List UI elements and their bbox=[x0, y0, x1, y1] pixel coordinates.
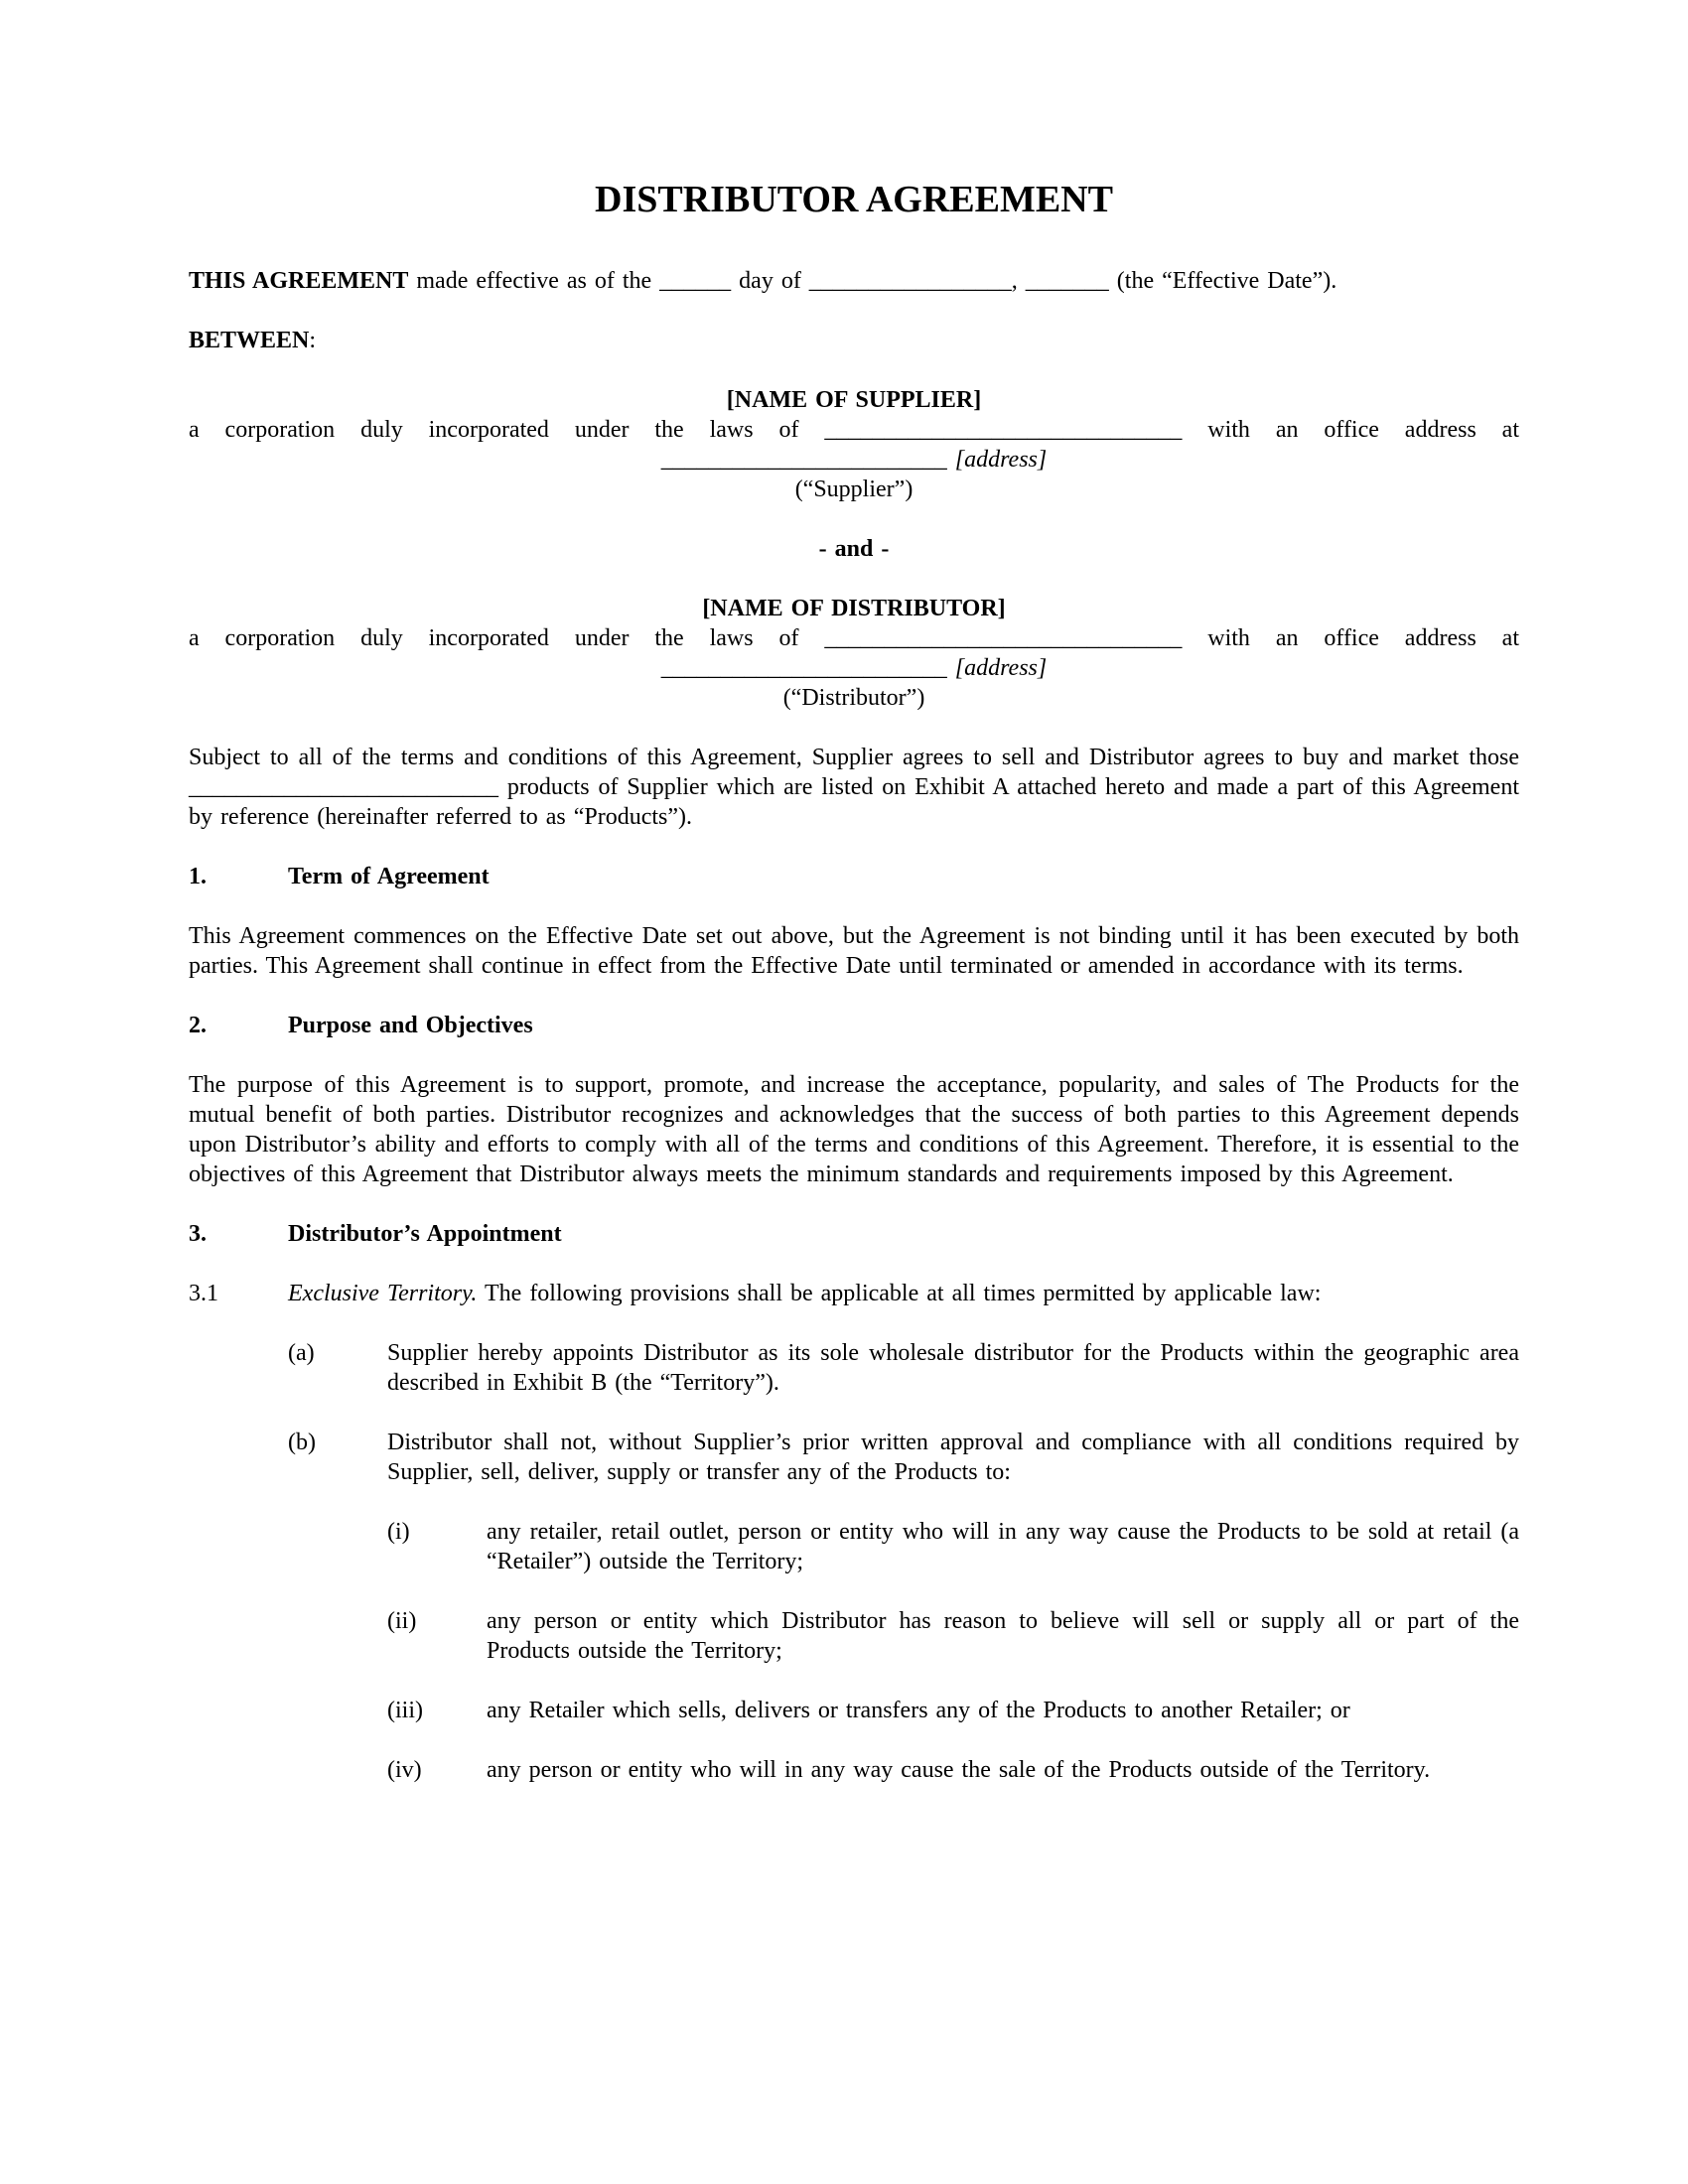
distributor-block bbox=[189, 594, 1519, 713]
clause-3-1-text bbox=[288, 1279, 1519, 1308]
clause-3-1 bbox=[189, 1279, 1519, 1308]
subitem-ii-text: any person or entity which Distributor has reason to believe will sell or supply all or part of the Products outside the Territory; bbox=[487, 1608, 1519, 1664]
and-divider: - and - bbox=[818, 536, 890, 562]
distributor-incorporation-line: a corporation duly incorporated under the laws of ______________________________ with an office address at bbox=[189, 625, 1519, 651]
clause-3-1-rest: The following provisions shall be applicable at all times permitted by applicable law: bbox=[477, 1281, 1322, 1306]
between-colon: : bbox=[309, 328, 317, 353]
distributor-address-line bbox=[189, 653, 1519, 683]
supplier-name: [NAME OF SUPPLIER] bbox=[726, 387, 982, 413]
section-2-heading bbox=[189, 1011, 1519, 1040]
item-b-label: (b) bbox=[288, 1430, 316, 1455]
distributor-designation: (“Distributor”) bbox=[782, 685, 925, 711]
subitem-iv-label: (iv) bbox=[387, 1757, 422, 1783]
document-title: DISTRIBUTOR AGREEMENT bbox=[595, 179, 1113, 220]
section-1-body: This Agreement commences on the Effective Date set out above, but the Agreement is not binding until it has been executed by both parties. This Agreement shall continue in effect from the Effective Date until terminated or amended in accordance with its terms. bbox=[189, 923, 1519, 979]
subitem-i bbox=[189, 1517, 1519, 1576]
section-2-title: Purpose and Objectives bbox=[288, 1013, 533, 1038]
section-3-title: Distributor’s Appointment bbox=[288, 1221, 562, 1247]
subitem-i-label: (i) bbox=[387, 1519, 410, 1545]
subject-paragraph: Subject to all of the terms and conditions of this Agreement, Supplier agrees to sell and Distributor agrees to buy and market those __________________________ products of Supplier which are listed on Exhibit A attached hereto and made a part of this Agreement by reference (hereinafter referred to as “Products”). bbox=[189, 745, 1519, 830]
subitem-ii-label: (ii) bbox=[387, 1608, 417, 1634]
between-label bbox=[189, 326, 1519, 355]
section-3-number: 3. bbox=[189, 1221, 207, 1247]
subitem-i-text: any retailer, retail outlet, person or entity who will in any way cause the Products to be sold at retail (a “Retailer”) outside the Territory; bbox=[487, 1519, 1519, 1574]
item-a bbox=[189, 1338, 1519, 1398]
supplier-incorporation-line: a corporation duly incorporated under the laws of ______________________________ with an office address at bbox=[189, 417, 1519, 443]
subitem-iv-text: any person or entity who will in any way cause the sale of the Products outside of the Territory. bbox=[487, 1757, 1431, 1783]
supplier-address-label: [address] bbox=[954, 447, 1048, 473]
section-2-body: The purpose of this Agreement is to support, promote, and increase the acceptance, popularity, and sales of The Products for the mutual benefit of both parties. Distributor recognizes and acknowledges that the success of both parties to this Agreement depends upon Distributor’s ability and efforts to comply with all of the terms and conditions of this Agreement. Therefore, it is essential to the objectives of this Agreement that Distributor always meets the minimum standards and requirements imposed by this Agreement. bbox=[189, 1072, 1519, 1187]
intro-text: made effective as of the ______ day of _________________, _______ (the “Effective Date”). bbox=[408, 268, 1337, 294]
section-2-number: 2. bbox=[189, 1013, 207, 1038]
distributor-address-label: [address] bbox=[954, 655, 1048, 681]
section-1-title: Term of Agreement bbox=[288, 864, 490, 889]
section-1-number: 1. bbox=[189, 864, 207, 889]
supplier-address-line bbox=[189, 445, 1519, 475]
distributor-name: [NAME OF DISTRIBUTOR] bbox=[702, 596, 1006, 621]
supplier-block bbox=[189, 385, 1519, 504]
section-3-heading bbox=[189, 1219, 1519, 1249]
between-bold: BETWEEN bbox=[189, 328, 310, 353]
supplier-designation: (“Supplier”) bbox=[794, 477, 914, 502]
subitem-iii bbox=[189, 1696, 1519, 1725]
subitem-iii-text: any Retailer which sells, delivers or transfers any of the Products to another Retailer; or bbox=[487, 1698, 1350, 1723]
supplier-address-blank: ________________________ bbox=[660, 447, 955, 473]
subitem-ii bbox=[189, 1606, 1519, 1666]
section-1-heading bbox=[189, 862, 1519, 891]
intro-paragraph bbox=[189, 266, 1519, 296]
subitem-iii-label: (iii) bbox=[387, 1698, 423, 1723]
item-a-text: Supplier hereby appoints Distributor as its sole wholesale distributor for the Products within the geographic area described in Exhibit B (the “Territory”). bbox=[387, 1340, 1519, 1396]
item-a-label: (a) bbox=[288, 1340, 315, 1366]
item-b-text: Distributor shall not, without Supplier’s prior written approval and compliance with all conditions required by Supplier, sell, deliver, supply or transfer any of the Products to: bbox=[387, 1430, 1519, 1485]
item-b bbox=[189, 1428, 1519, 1487]
distributor-address-blank: ________________________ bbox=[660, 655, 955, 681]
clause-3-1-number: 3.1 bbox=[189, 1281, 218, 1306]
subitem-iv bbox=[189, 1755, 1519, 1785]
clause-3-1-italic-lead: Exclusive Territory. bbox=[288, 1281, 478, 1306]
intro-bold-lead: THIS AGREEMENT bbox=[189, 268, 409, 294]
